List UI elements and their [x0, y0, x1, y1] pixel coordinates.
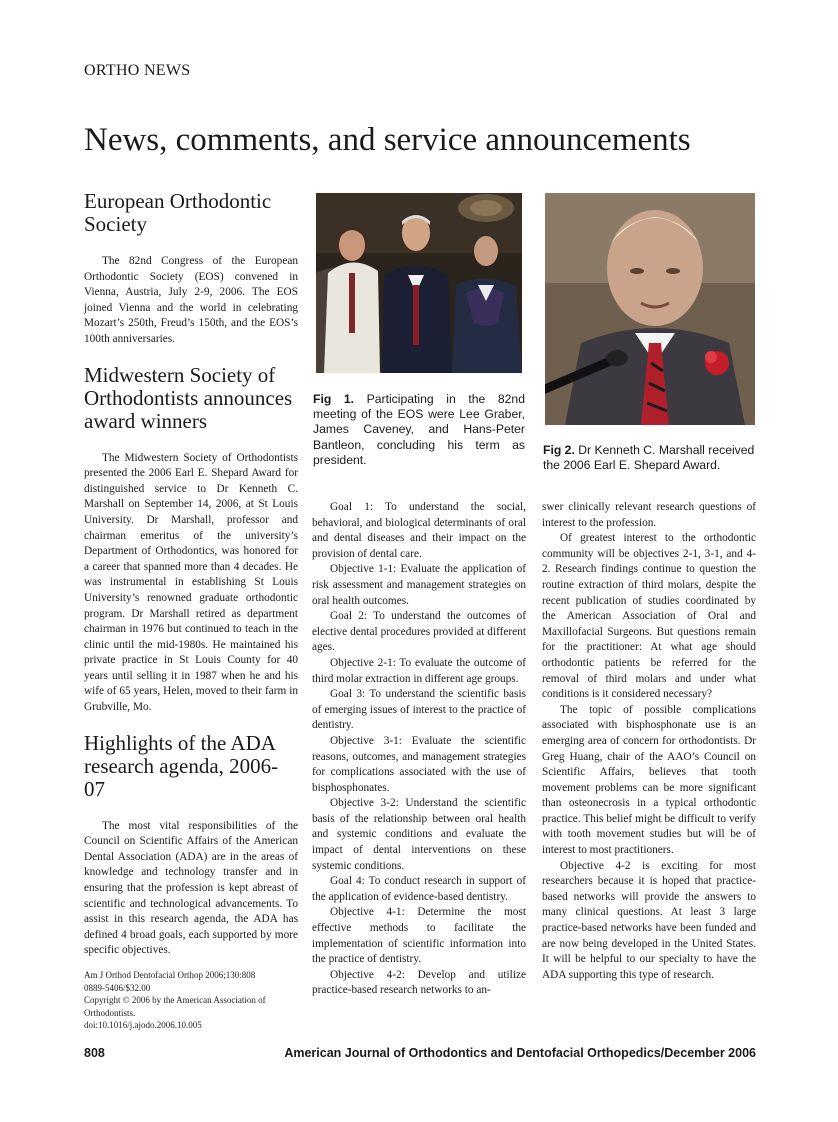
paragraph: The topic of possible complications associated with bisphosphonate use is an emerging area of concern for orthodontists. Dr Greg Huang, chair of the AAO’s Council on Scientific Affairs, believes that tooth movement problems can be more significant than osteonecrosis in a typical orthodontic practice. This belief might be difficult to verify with tooth movement studies but will be of interest to most practitioners. — [542, 703, 756, 857]
section-label: ORTHO NEWS — [84, 62, 191, 79]
paragraph: Objective 4-2 is exciting for most researchers because it is hoped that practice-based networks will provide the answers to many clinical questions. At least 3 large practice-based networks have been funded and are now being developed in the United States. It will be helpful to our specialty to have the ADA supporting this type of research. — [542, 859, 756, 981]
middle-column — [312, 500, 526, 999]
citation-line: Copyright © 2006 by the American Association of Orthodontists. — [84, 995, 266, 1018]
paragraph: Objective 2-1: To evaluate the outcome of third molar extraction in different age groups. — [312, 656, 526, 685]
paragraph: Objective 4-1: Determine the most effective methods to facilitate the implementation of scientific information into the practice of dentistry. — [312, 906, 526, 966]
section-title-ada: Highlights of the ADA research agenda, 2006-07 — [84, 730, 279, 801]
figure-2-caption-text: Dr Kenneth C. Marshall received the 2006 Earl E. Shepard Award. — [543, 443, 755, 473]
paragraph: swer clinically relevant research questions of interest to the profession. — [542, 501, 756, 529]
citation-block — [84, 969, 298, 1032]
figure-2-caption — [543, 443, 757, 473]
paragraph: Objective 1-1: Evaluate the application of risk assessment and management strategies on oral health outcomes. — [312, 563, 526, 607]
figure-1-photo — [316, 193, 522, 373]
section-title-eos: European Orthodontic Society — [84, 189, 272, 236]
paragraph: The 82nd Congress of the European Orthodontic Society (EOS) convened in Vienna, Austria, July 2-9, 2006. The EOS joined Vienna and the world in celebrating Mozart’s 250th, Freud’s 150th, and the EOS’s 100th anniversaries. — [84, 255, 298, 345]
paragraph: Of greatest interest to the orthodontic community will be objectives 2-1, 3-1, and 4-2. Research findings continue to question the routine extraction of third molars, despite the recent publication of studies coordinated by the American Association of Oral and Maxillofacial Surgeons. But questions remain for the practitioner: At what age should orthodontic patients be referred for the removal of third molars and under what conditions is it considered necessary? — [542, 532, 756, 701]
paragraph: The most vital responsibilities of the Council on Scientific Affairs of the American Dental Association (ADA) are in the areas of knowledge and technology transfer and in ensuring that the profession is kept abreast of scientific and technological advancements. To assist in this research agenda, the ADA has defined 4 broad goals, each supported by more specific objectives. — [84, 819, 298, 957]
figure-1-label: Fig 1. — [313, 392, 355, 406]
left-column — [84, 190, 298, 1032]
paragraph: Objective 3-2: Understand the scientific basis of the relationship between oral health and systemic conditions and evaluate the impact of dental interventions on these systemic conditions. — [312, 797, 526, 872]
paragraph: Goal 4: To conduct research in support of the application of evidence-based dentistry. — [312, 875, 526, 903]
figure-2-photo — [545, 193, 755, 425]
journal-name: American Journal of Orthodontics and Dentofacial Orthopedics/December 2006 — [284, 1046, 756, 1060]
section-title-mso: Midwestern Society of Orthodontists announces award winners — [84, 362, 293, 433]
paragraph: Objective 4-2: Develop and utilize practice-based research networks to an- — [312, 968, 526, 997]
figure-1-caption — [313, 392, 525, 468]
right-column — [542, 500, 756, 983]
figure-2-label: Fig 2. — [543, 443, 575, 457]
page-number: 808 — [84, 1046, 105, 1060]
citation-line: 0889-5406/$32.00 — [84, 982, 151, 993]
paragraph: Goal 2: To understand the outcomes of elective dental procedures provided at different ages. — [312, 610, 526, 654]
citation-line: Am J Orthod Dentofacial Orthop 2006;130:808 — [84, 970, 256, 980]
paragraph: Objective 3-1: Evaluate the scientific reasons, outcomes, and management strategies for complications associated with the use of bisphosphonates. — [312, 734, 526, 794]
paragraph: Goal 3: To understand the scientific basis of emerging issues of interest to the practice of dentistry. — [312, 688, 526, 732]
citation-line: doi:10.1016/j.ajodo.2006.10.005 — [84, 1020, 202, 1030]
figure-1-caption-text: Participating in the 82nd meeting of the EOS were Lee Graber, James Caveney, and Hans-Peter Bantleon, concluding his term as president. — [313, 392, 525, 467]
paragraph: The Midwestern Society of Orthodontists presented the 2006 Earl E. Shepard Award for distinguished service to Dr Kenneth C. Marshall on September 14, 2006, at St Louis University. Dr Marshall, professor and chairman emeritus of the university’s Department of Orthodontics, was honored for a career that spanned more than 4 decades. He was instrumental in establishing St Louis University’s renowned graduate orthodontic program. Dr Marshall retired as department chairman in 1976 but continued to teach in the clinic until the mid-1980s. He maintained his private practice in St Louis County for 40 years until selling it in 1987 when he and his wife of 65 years, Helen, moved to their farm in Grubville, Mo. — [84, 451, 298, 714]
paragraph: Goal 1: To understand the social, behavioral, and biological determinants of oral and dental diseases and their impact on the provision of dental care. — [312, 501, 526, 560]
page-title: News, comments, and service announcements — [84, 122, 691, 158]
